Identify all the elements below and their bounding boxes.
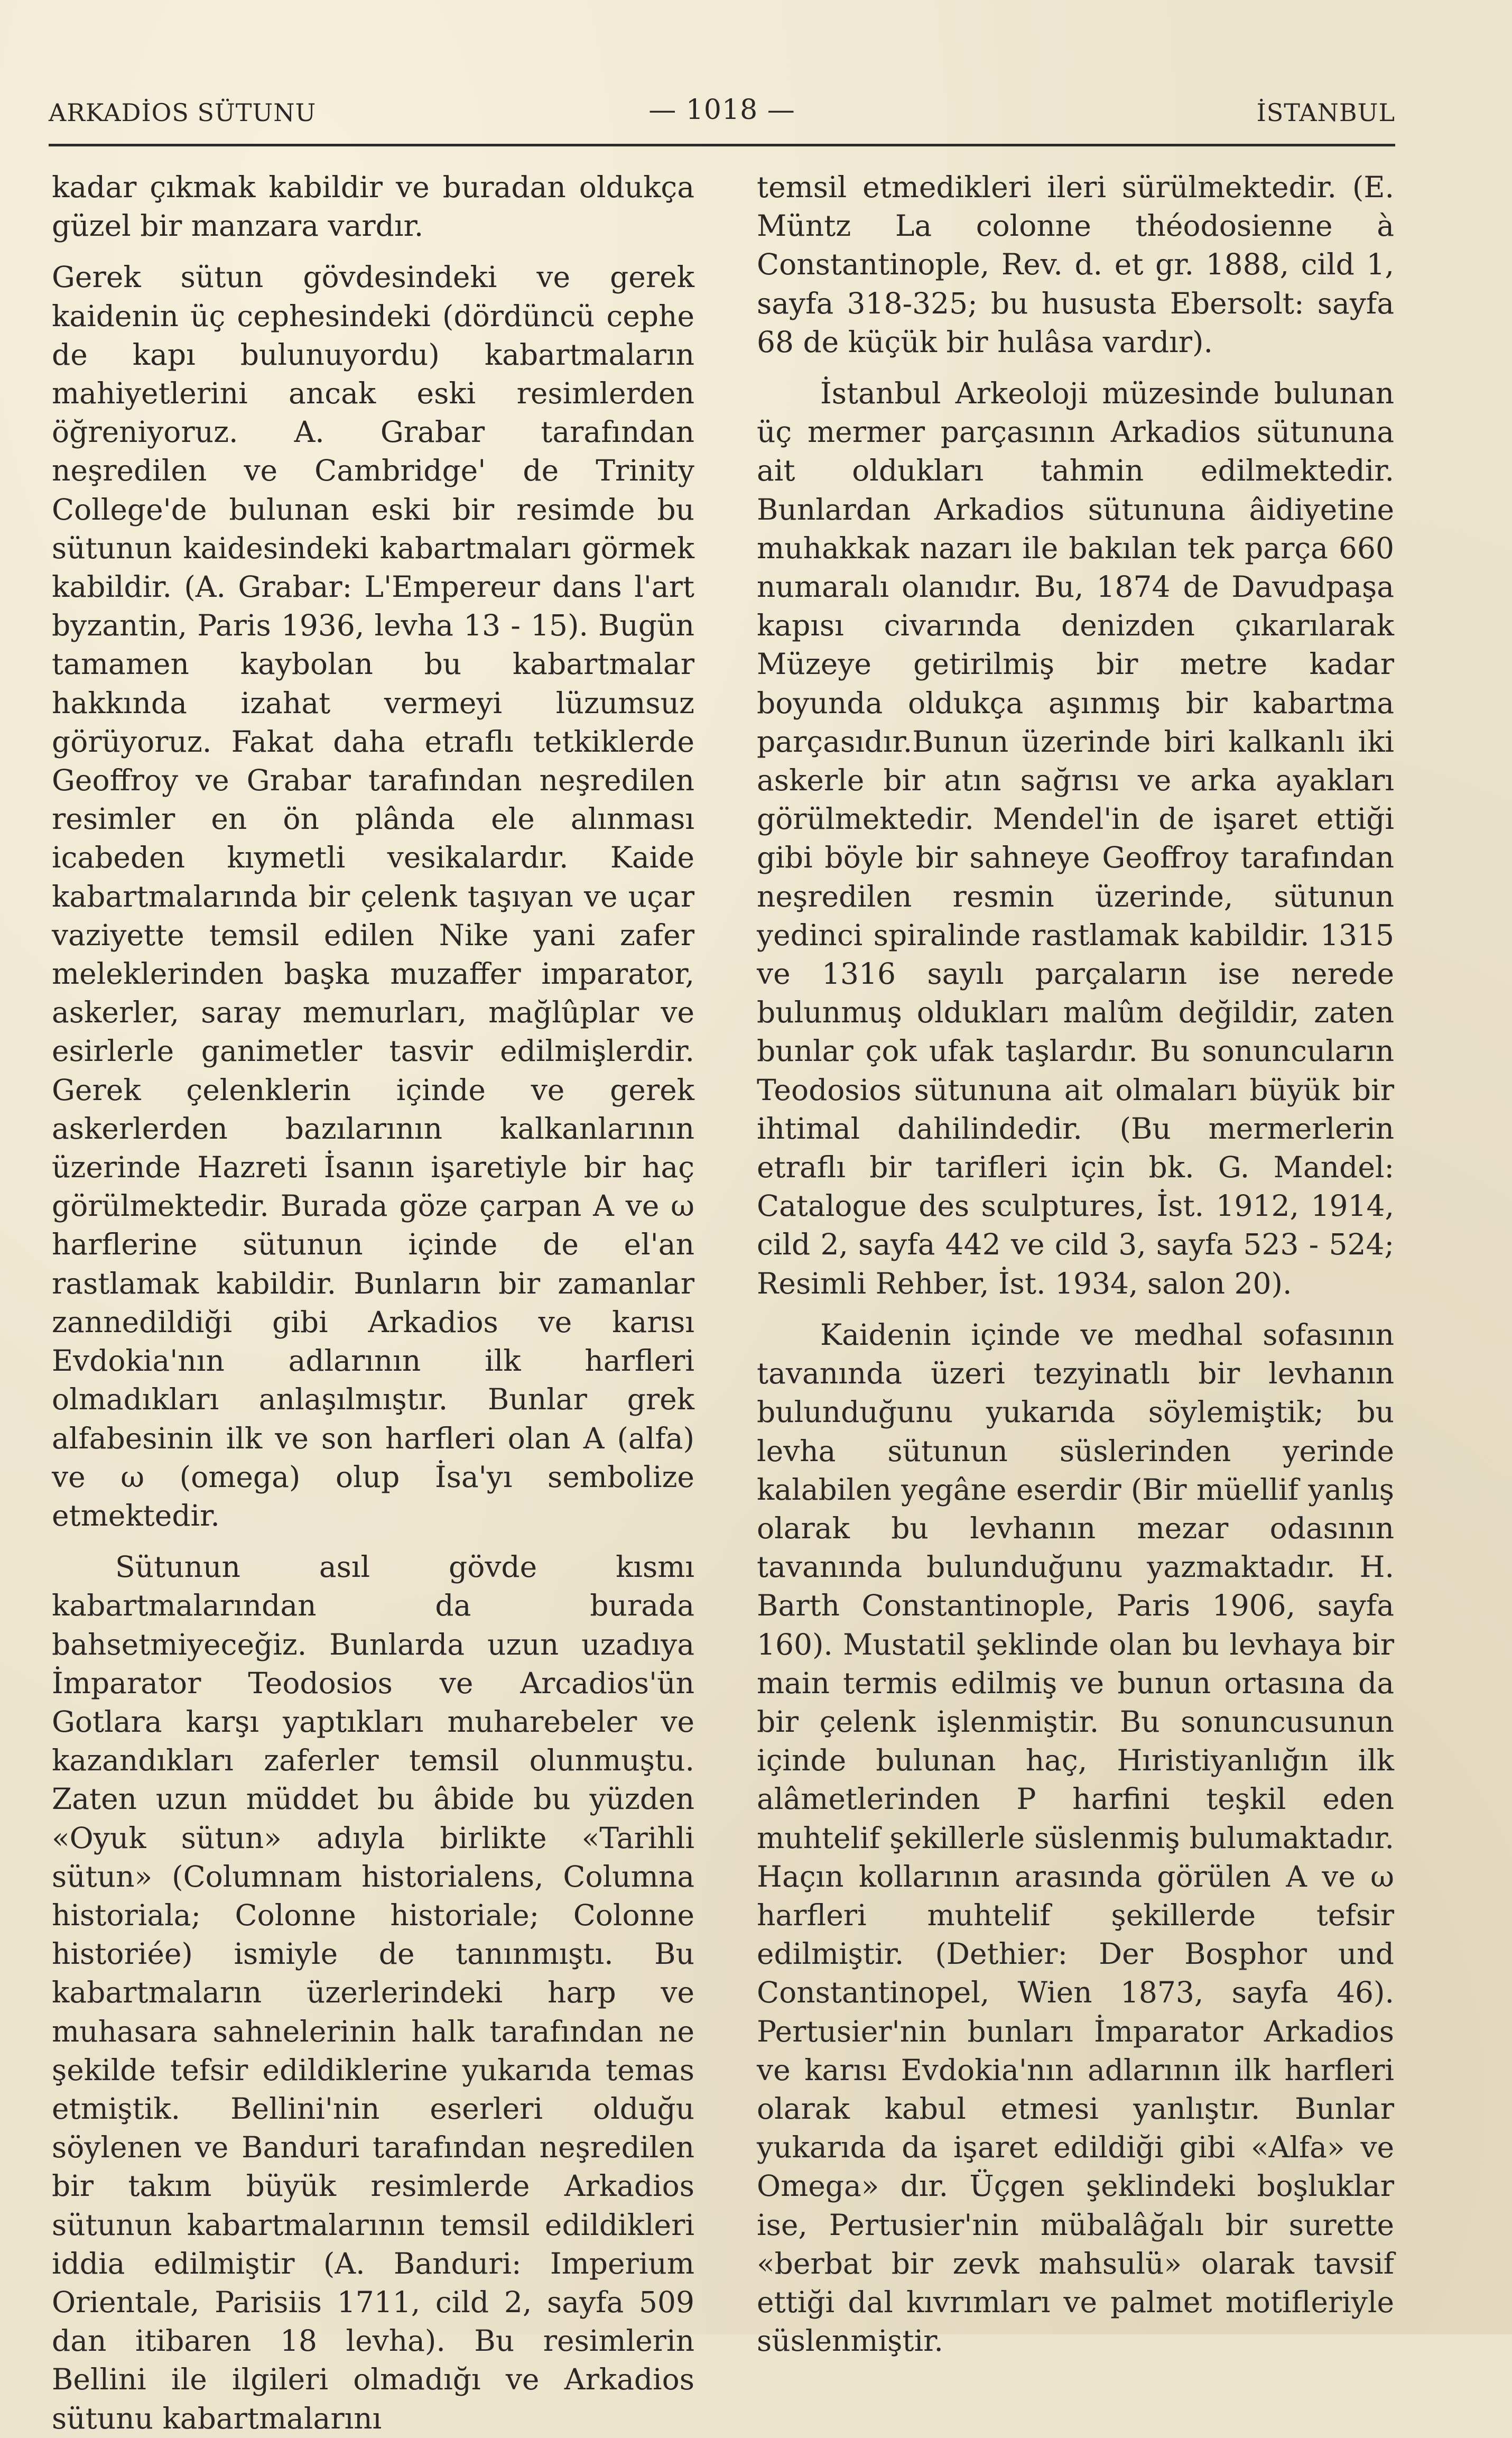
running-header — [49, 89, 1395, 136]
paragraph: İstanbul Arkeoloji müzesinde bulunan üç mermer parçasının Arkadios sütununa ait oldukları tahmin edilmektedir. Bunlardan Arkadios sütununa âidiyetine muhakkak nazarı ile bakılan tek parça 660 numaralı olanıdır. Bu, 1874 de Davudpaşa kapısı civarında denizden çıkarılarak Müzeye getirilmiş bir metre kadar boyunda oldukça aşınmış bir kabartma parçasıdır.Bunun üzerinde biri kalkanlı iki askerle bir atın sağrısı ve arka ayakları görülmektedir. Mendel'in de işaret ettiği gibi böyle bir sahneye Geoffroy tarafından neşredilen resmin üzerinde, sütunun yedinci spiralinde rastlamak kabildir. 1315 ve 1316 sayılı parçaların ise nerede bulunmuş oldukları malûm değildir, zaten bunlar çok ufak taşlardır. Bu sonuncuların Teodosios sütununa ait olmaları büyük bir ihtimal dahilindedir. (Bu mermerlerin etraflı bir tarifleri için bk. G. Mandel: Catalogue des sculptures, İst. 1912, 1914, cild 2, sayfa 442 ve cild 3, sayfa 523 - 524; Resimli Rehber, İst. 1934, salon 20). — [757, 376, 1394, 1300]
header-publication-title: İSTANBUL — [1256, 98, 1395, 127]
page-number: — 1018 — — [648, 94, 795, 126]
header-rule — [49, 144, 1395, 146]
paragraph: kadar çıkmak kabildir ve buradan oldukça güzel bir manzara vardır. — [52, 170, 694, 243]
paragraph: Gerek sütun gövdesindeki ve gerek kaidenin üç cephesindeki (dördüncü cephe de kapı bulunuyordu) kabartmaların mahiyetlerini ancak eski resimlerden öğreniyoruz. A. Grabar tarafından neşredilen ve Cambridge' de Trinity College'de bulunan eski bir resimde bu sütunun kaidesindeki kabartmaları görmek kabildir. (A. Grabar: L'Empereur dans l'art byzantin, Paris 1936, levha 13 - 15). Bugün tamamen kaybolan bu kabartmalar hakkında izahat vermeyi lüzumsuz görüyoruz. Fakat daha etraflı tetkiklerde Geoffroy ve Grabar tarafından neşredilen resimler en ön plânda ele alınması icabeden kıymetli vesikalardır. Kaide kabartmalarında bir çelenk taşıyan ve uçar vaziyette temsil edilen Nike yani zafer meleklerinden başka muzaffer imparator, askerler, saray memurları, mağlûplar ve esirlerle ganimetler tasvir edilmişlerdir. Gerek çelenklerin içinde ve gerek askerlerden bazılarının kalkanlarının üzerinde Hazreti İsanın işaretiyle bir haç görülmektedir. Burada göze çarpan A ve ω harflerine sütunun içinde de el'an rastlamak kabildir. Bunların bir zamanlar zannedildiği gibi Arkadios ve karısı Evdokia'nın adlarının ilk harfleri olmadıkları anlaşılmıştır. Bunlar grek alfabesinin ilk ve son harfleri olan A (alfa) ve ω (omega) olup İsa'yı sembolize etmektedir. — [52, 260, 694, 1532]
paragraph: temsil etmedikleri ileri sürülmektedir. (E. Müntz La colonne théodosienne à Constantinople, Rev. d. et gr. 1888, cild 1, sayfa 318-325; bu hususta Ebersolt: sayfa 68 de küçük bir hulâsa vardır). — [757, 170, 1394, 359]
right-column — [757, 168, 1394, 2360]
header-section-title: ARKADİOS SÜTUNU — [49, 98, 317, 127]
paragraph: Sütunun asıl gövde kısmı kabartmalarından da burada bahsetmiyeceğiz. Bunlarda uzun uzadıya İmparator Teodosios ve Arcadios'ün Gotlara karşı yaptıkları muharebeler ve kazandıkları zaferler temsil olunmuştu. Zaten uzun müddet bu âbide bu yüzden «Oyuk sütun» adıyla birlikte «Tarihli sütun» (Columnam historialens, Columna historiala; Colonne historiale; Colonne historiée) ismiyle de tanınmıştı. Bu kabartmaların üzerlerindeki harp ve muhasara sahnelerinin halk tarafından ne şekilde tefsir edildiklerine yukarıda temas etmiştik. Bellini'nin eserleri olduğu söylenen ve Banduri tarafından neşredilen bir takım büyük resimlerde Arkadios sütunun kabartmalarının temsil edildikleri iddia edilmiştir (A. Banduri: Imperium Orientale, Parisiis 1711, cild 2, sayfa 509 dan itibaren 18 levha). Bu resimlerin Bellini ile ilgileri olmadığı ve Arkadios sütunu kabartmalarını — [52, 1550, 694, 2435]
left-column — [52, 168, 694, 2438]
paragraph: Kaidenin içinde ve medhal sofasının tavanında üzeri tezyinatlı bir levhanın bulunduğunu yukarıda söylemiştik; bu levha sütunun süslerinden yerinde kalabilen yegâne eserdir (Bir müellif yanlış olarak bu levhanın mezar odasının tavanında bulunduğunu yazmaktadır. H. Barth Constantinople, Paris 1906, sayfa 160). Mustatil şeklinde olan bu levhaya bir main termis edilmiş ve bunun ortasına da bir çelenk işlenmiştir. Bu sonuncusunun içinde bulunan haç, Hıristiyanlığın ilk alâmetlerinden P harfini teşkil eden muhtelif şekillerle süslenmiş bulumaktadır. Haçın kollarının arasında görülen A ve ω harfleri muhtelif şekillerde tefsir edilmiştir. (Dethier: Der Bosphor und Constantinopel, Wien 1873, sayfa 46). Pertusier'nin bunları İmparator Arkadios ve karısı Evdokia'nın adlarının ilk harfleri olarak kabul etmesi yanlıştır. Bunlar yukarıda da işaret edildiği gibi «Alfa» ve Omega» dır. Üçgen şeklindeki boşluklar ise, Pertusier'nin mübalâğalı bir surette «berbat bir zevk mahsulü» olarak tavsif ettiği dal kıvrımları ve palmet motifleriyle süslenmiştir. — [757, 1317, 1394, 2358]
